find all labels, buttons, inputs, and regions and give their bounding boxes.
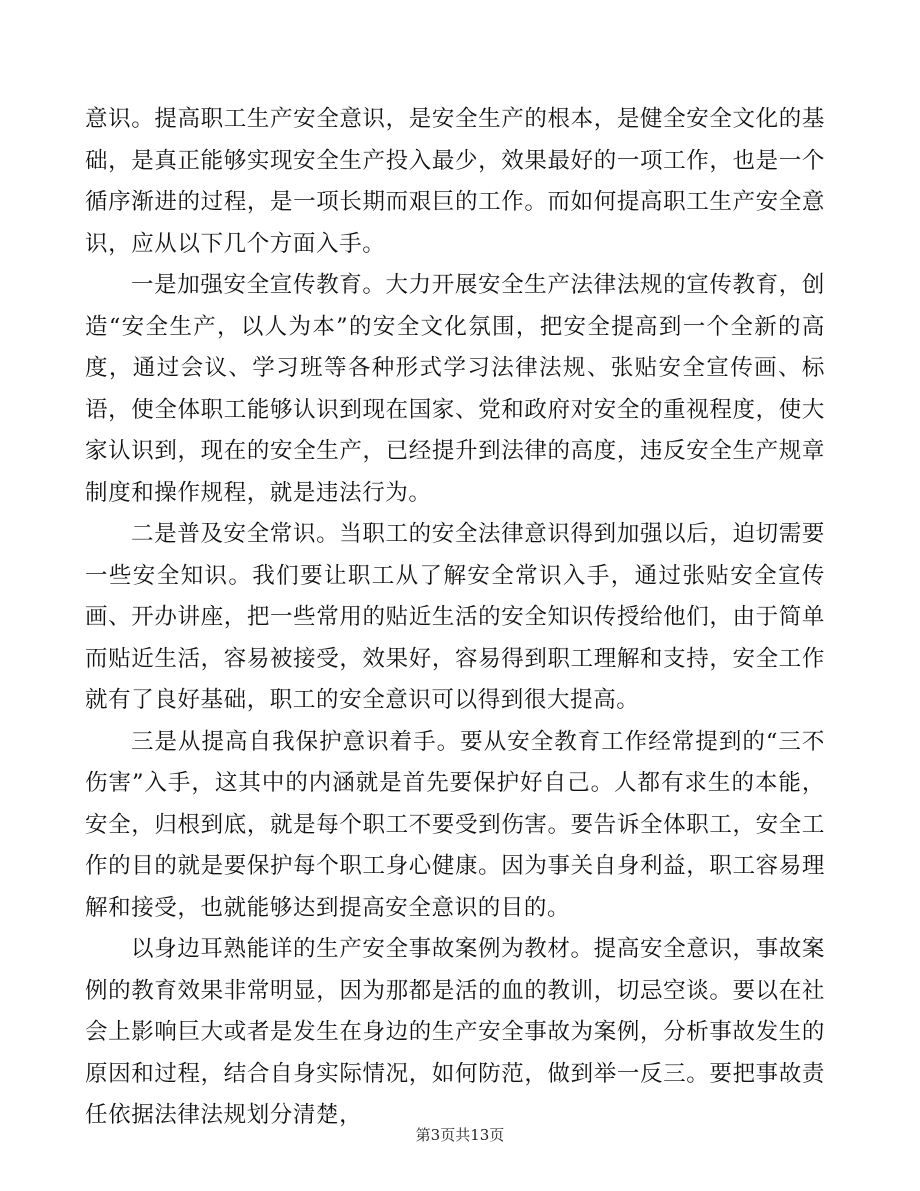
paragraph-4: 三是从提高自我保护意识着手。要从安全教育工作经常提到的“三不伤害”入手，这其中的内涵就是首先要保护好自己。人都有求生的本能，安全，归根到底，就是每个职工不要受到伤害。要告诉全体职工，安全工作的目的就是要保护每个职工身心健康。因为事关自身利益，职工容易理解和接受，也就能够达到提高安全意识的目的。 [85,728,825,921]
paragraph-3: 二是普及安全常识。当职工的安全法律意识得到加强以后，迫切需要一些安全知识。我们要让职工从了解安全常识入手，通过张贴安全宣传画、开办讲座，把一些常用的贴近生活的安全知识传授给他们，由于简单而贴近生活，容易被接受，效果好，容易得到职工理解和支持，安全工作就有了良好基础，职工的安全意识可以得到很大提高。 [85,521,825,713]
document-body [85,99,825,1137]
paragraph-5: 以身边耳熟能详的生产安全事故案例为教材。提高安全意识，事故案例的教育效果非常明显，因为那都是活的血的教训，切忌空谈。要以在社会上影响巨大或者是发生在身边的生产安全事故为案例，分析事故发生的原因和过程，结合自身实际情况，如何防范，做到举一反三。要把事故责任依据法律法规划分清楚， [85,936,825,1128]
page-number-footer: 第3页共13页 [415,1126,505,1144]
paragraph-1: 意识。提高职工生产安全意识，是安全生产的根本，是健全安全文化的基础，是真正能够实现安全生产投入最少，效果最好的一项工作，也是一个循序渐进的过程，是一项长期而艰巨的工作。而如何提高职工生产安全意识，应从以下几个方面入手。 [85,106,825,257]
paragraph-2: 一是加强安全宣传教育。大力开展安全生产法律法规的宣传教育，创造“安全生产，以人为本”的安全文化氛围，把安全提高到一个全新的高度，通过会议、学习班等各种形式学习法律法规、张贴安全宣传画、标语，使全体职工能够认识到现在国家、党和政府对安全的重视程度，使大家认识到，现在的安全生产，已经提升到法律的高度，违反安全生产规章制度和操作规程，就是违法行为。 [85,272,825,506]
